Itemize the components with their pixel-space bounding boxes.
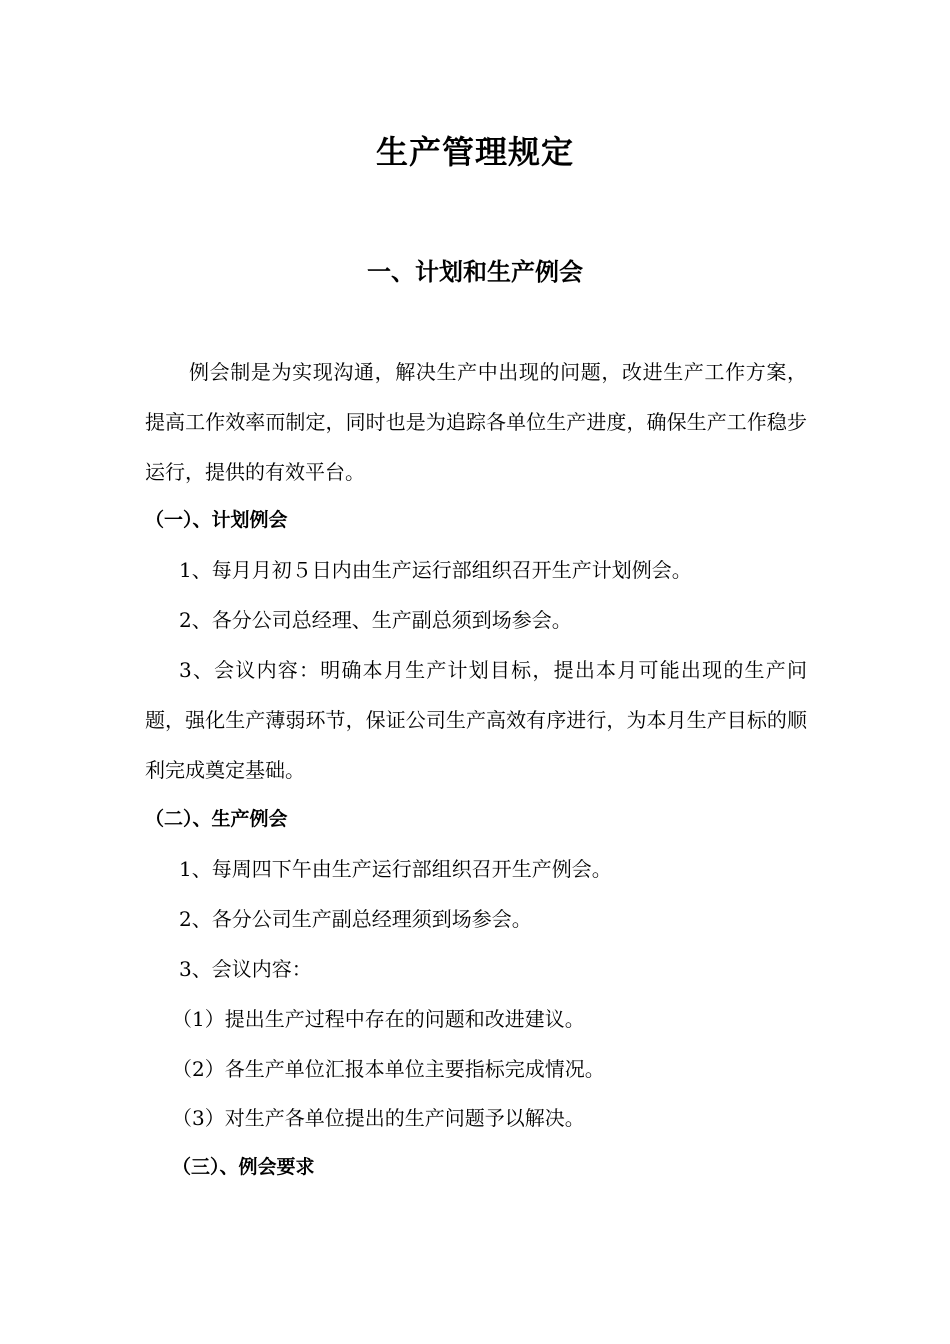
intro-paragraph: 例会制是为实现沟通，解决生产中出现的问题，改进生产工作方案，提高工作效率而制定，同时也是为追踪各单位生产进度，确保生产工作稳步运行，提供的有效平台。: [145, 360, 807, 484]
production-meeting-sub-item-1: （1）提出生产过程中存在的问题和改进建议。: [172, 1007, 585, 1031]
production-meeting-heading: （二）、生产例会: [145, 808, 288, 830]
meeting-requirements-heading: （三）、例会要求: [172, 1156, 315, 1178]
document-title: 生产管理规定: [375, 133, 574, 171]
plan-meeting-item-1: 1、每月月初５日内由生产运行部组织召开生产计划例会。: [179, 558, 692, 582]
production-meeting-sub-item-2: （2）各生产单位汇报本单位主要指标完成情况。: [172, 1057, 605, 1081]
production-meeting-item-3: 3、会议内容：: [179, 957, 312, 981]
plan-meeting-item-3: 3、会议内容：明确本月生产计划目标，提出本月可能出现的生产问题，强化生产薄弱环节，保证公司生产高效有序进行，为本月生产目标的顺利完成奠定基础。: [145, 658, 807, 782]
production-meeting-sub-item-3: （3）对生产各单位提出的生产问题予以解决。: [172, 1106, 585, 1130]
production-meeting-item-2: 2、各分公司生产副总经理须到场参会。: [179, 907, 532, 931]
plan-meeting-item-2: 2、各分公司总经理、生产副总须到场参会。: [179, 608, 572, 632]
production-meeting-item-1: 1、每周四下午由生产运行部组织召开生产例会。: [179, 857, 612, 881]
section-heading: 一、计划和生产例会: [367, 258, 583, 286]
plan-meeting-heading: （一）、计划例会: [145, 509, 288, 531]
